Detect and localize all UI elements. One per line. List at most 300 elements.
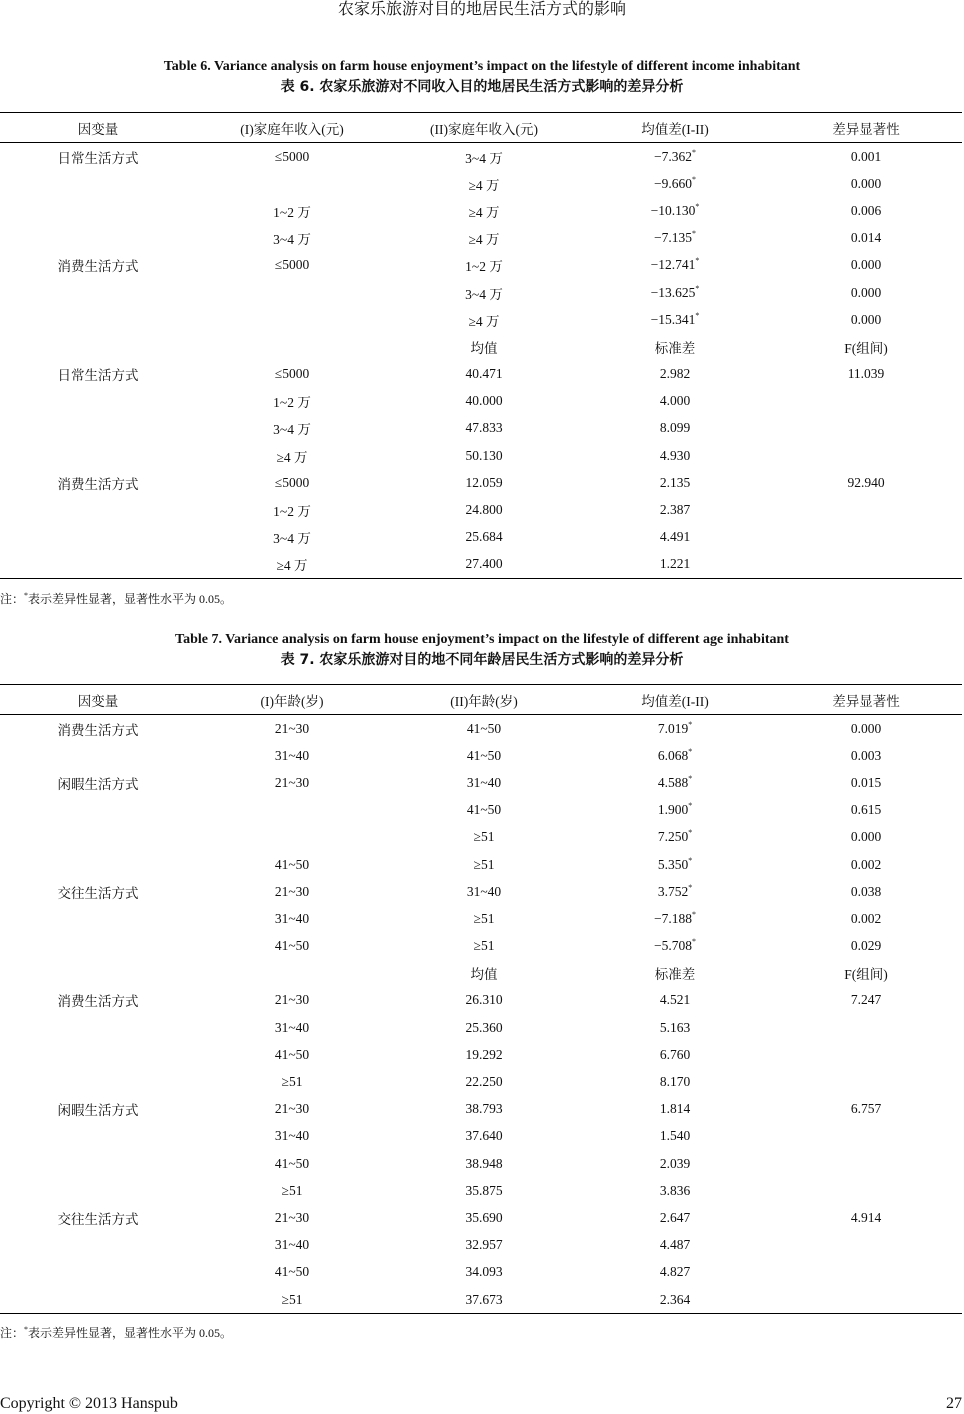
table-cell: [196, 1041, 388, 1068]
table-cell: [196, 170, 388, 197]
cell-value: F(组间): [844, 967, 888, 983]
cell-value: −7.362: [654, 148, 692, 164]
table-row: [0, 1096, 962, 1123]
table-row: [0, 1068, 962, 1095]
table-cell: [388, 797, 580, 824]
table-cell: [388, 442, 580, 469]
table-cell: [196, 442, 388, 469]
table-cell: [770, 1177, 962, 1204]
cell-value: ≥51: [473, 856, 495, 872]
table-cell: [388, 551, 580, 579]
table6-caption-zh: 表 6. 农家乐旅游对不同收入目的地居民生活方式影响的差异分析: [280, 79, 684, 95]
cell-value: 0.029: [850, 938, 882, 954]
cell-value: 41~50: [274, 1155, 310, 1171]
cell-value: 0.000: [850, 284, 882, 300]
table-cell: [580, 415, 770, 442]
table-cell: [580, 1286, 770, 1314]
cell-value: 25.684: [465, 529, 503, 545]
table-row: [0, 361, 962, 388]
cell-value: 0.038: [850, 883, 882, 899]
table-cell: [770, 1014, 962, 1041]
table-cell: [770, 225, 962, 252]
table-cell: [580, 1259, 770, 1286]
table-cell: [0, 715, 196, 743]
table-cell: [770, 143, 962, 171]
table-cell: [388, 851, 580, 878]
cell-value: 0.615: [850, 802, 882, 818]
cell-value: 40.000: [465, 393, 503, 409]
cell-value: 0.006: [850, 202, 882, 218]
table-row: [0, 252, 962, 279]
table-cell: [0, 361, 196, 388]
cell-value: 21~30: [274, 1209, 310, 1225]
footer-copyright: Copyright © 2013 Hanspub: [0, 1395, 178, 1412]
table-cell: [580, 279, 770, 306]
table-cell: [770, 1204, 962, 1231]
cell-value: 31~40: [466, 774, 502, 790]
cell-value: ≥4 万: [276, 558, 308, 574]
significance-star: *: [695, 283, 700, 293]
table-cell: [0, 388, 196, 415]
table-cell: [388, 933, 580, 960]
table-row: [0, 769, 962, 796]
table-cell: [0, 551, 196, 579]
table-cell: [196, 225, 388, 252]
cell-value: 21~30: [274, 774, 310, 790]
significance-star: *: [695, 256, 700, 266]
table-cell: [770, 252, 962, 279]
column-header: (II)年龄(岁): [450, 693, 518, 709]
table-cell: [196, 279, 388, 306]
table-cell: [770, 987, 962, 1014]
cell-value: 1~2 万: [273, 204, 311, 220]
column-header: 均值差(I-II): [641, 693, 709, 709]
table-cell: [0, 960, 196, 987]
table-row: [0, 388, 962, 415]
cell-value: ≥51: [281, 1182, 303, 1198]
cell-value: ≥4 万: [468, 232, 500, 248]
cell-value: 0.000: [850, 720, 882, 736]
cell-value: 0.000: [850, 829, 882, 845]
table-cell: [196, 1232, 388, 1259]
table-cell: [0, 279, 196, 306]
significance-star: *: [688, 773, 693, 783]
table-cell: [388, 469, 580, 496]
table-cell: [0, 905, 196, 932]
cell-value: 日常生活方式: [57, 150, 139, 166]
cell-value: 0.000: [850, 311, 882, 327]
note-prefix: 注：: [0, 1326, 25, 1340]
table-cell: [388, 742, 580, 769]
table-cell: [196, 252, 388, 279]
footer-page-number: 27: [946, 1395, 962, 1412]
table-cell: [388, 333, 580, 360]
table-cell: [770, 388, 962, 415]
table-cell: [0, 1286, 196, 1314]
cell-value: −9.660: [654, 175, 692, 191]
cell-value: 3~4 万: [273, 232, 311, 248]
table-row: [0, 933, 962, 960]
table-cell: [388, 143, 580, 171]
table-cell: [770, 442, 962, 469]
cell-value: 4.588: [657, 774, 689, 790]
cell-value: 交往生活方式: [57, 1211, 139, 1227]
table-cell: [388, 769, 580, 796]
table-cell: [388, 905, 580, 932]
table-cell: [770, 551, 962, 579]
table-cell: [196, 933, 388, 960]
cell-value: 4.487: [659, 1237, 691, 1253]
table-cell: [0, 933, 196, 960]
cell-value: ≤5000: [274, 474, 310, 490]
cell-value: 25.360: [465, 1019, 503, 1035]
table-cell: [388, 715, 580, 743]
cell-value: 标准差: [654, 340, 696, 356]
cell-value: 38.793: [465, 1101, 503, 1117]
table-cell: [196, 306, 388, 333]
table-cell: [388, 225, 580, 252]
table-cell: [0, 824, 196, 851]
table-row: [0, 905, 962, 932]
table-cell: [196, 361, 388, 388]
table-cell: [0, 1041, 196, 1068]
table-cell: [580, 170, 770, 197]
table-row: [0, 442, 962, 469]
table-cell: [196, 905, 388, 932]
table-cell: [196, 469, 388, 496]
table-row: [0, 987, 962, 1014]
cell-value: 闲暇生活方式: [57, 776, 139, 792]
table-cell: [388, 524, 580, 551]
table-cell: [0, 878, 196, 905]
significance-star: *: [688, 855, 693, 865]
column-header: (I)家庭年收入(元): [240, 121, 344, 137]
table-cell: [388, 1096, 580, 1123]
column-header: (I)年龄(岁): [260, 693, 324, 709]
table-cell: [0, 1014, 196, 1041]
cell-value: 41~50: [466, 720, 502, 736]
table-cell: [196, 388, 388, 415]
cell-value: −7.135: [654, 230, 692, 246]
cell-value: 1.221: [659, 556, 691, 572]
table-row: [0, 960, 962, 987]
table-cell: [580, 1123, 770, 1150]
table-cell: [196, 1177, 388, 1204]
table-cell: [770, 1259, 962, 1286]
table7: [0, 684, 962, 1314]
cell-value: 7.247: [850, 992, 882, 1008]
cell-value: 4.521: [659, 992, 691, 1008]
table-cell: [196, 1204, 388, 1231]
cell-value: ≥4 万: [468, 204, 500, 220]
table-row: [0, 225, 962, 252]
table7-caption-zh: 表 7. 农家乐旅游对目的地不同年龄居民生活方式影响的差异分析: [280, 652, 684, 668]
cell-value: ≤5000: [274, 366, 310, 382]
cell-value: 1~2 万: [465, 259, 503, 275]
table-row: [0, 551, 962, 579]
cell-value: ≥4 万: [276, 449, 308, 465]
table-row: [0, 1204, 962, 1231]
cell-value: 2.364: [659, 1291, 691, 1307]
cell-value: 12.059: [465, 474, 503, 490]
table-cell: [770, 1068, 962, 1095]
table-row: [0, 851, 962, 878]
table-cell: [0, 1150, 196, 1177]
table-cell: [580, 851, 770, 878]
table-cell: [770, 824, 962, 851]
table-row: [0, 1041, 962, 1068]
cell-value: 22.250: [465, 1074, 503, 1090]
table-row: [0, 742, 962, 769]
cell-value: ≤5000: [274, 257, 310, 273]
cell-value: 41~50: [274, 938, 310, 954]
table-cell: [580, 933, 770, 960]
table-cell: [580, 824, 770, 851]
table-cell: [0, 1123, 196, 1150]
significance-star: *: [695, 310, 700, 320]
cell-value: −13.625: [650, 284, 696, 300]
cell-value: 消费生活方式: [57, 476, 139, 492]
cell-value: 0.000: [850, 175, 882, 191]
cell-value: 8.099: [659, 420, 691, 436]
table-cell: [0, 252, 196, 279]
cell-value: ≥51: [281, 1291, 303, 1307]
table-cell: [580, 878, 770, 905]
cell-value: 24.800: [465, 502, 503, 518]
cell-value: 3~4 万: [273, 422, 311, 438]
note-text: 表示差异性显著，显著性水平为 0.05。: [28, 1326, 233, 1340]
table-cell: [580, 960, 770, 987]
table-cell: [580, 496, 770, 523]
cell-value: 47.833: [465, 420, 503, 436]
table-cell: [196, 197, 388, 224]
table-cell: [196, 1150, 388, 1177]
table-cell: [388, 960, 580, 987]
cell-value: 26.310: [465, 992, 503, 1008]
table-cell: [388, 415, 580, 442]
cell-value: 35.690: [465, 1209, 503, 1225]
table-row: [0, 524, 962, 551]
table-cell: [388, 197, 580, 224]
table-cell: [580, 1068, 770, 1095]
table-cell: [0, 333, 196, 360]
table-cell: [196, 1286, 388, 1314]
table-cell: [388, 1177, 580, 1204]
cell-value: 41~50: [274, 1046, 310, 1062]
table-cell: [770, 1150, 962, 1177]
table-cell: [0, 1177, 196, 1204]
cell-value: 31~40: [274, 1019, 310, 1035]
cell-value: 5.350: [657, 856, 689, 872]
cell-value: 34.093: [465, 1264, 503, 1280]
cell-value: 0.002: [850, 910, 882, 926]
table-cell: [580, 987, 770, 1014]
cell-value: 7.250: [657, 829, 689, 845]
table-cell: [196, 878, 388, 905]
column-header: 因变量: [77, 121, 119, 137]
table-cell: [388, 1259, 580, 1286]
table-cell: [580, 524, 770, 551]
table-cell: [770, 306, 962, 333]
cell-value: 标准差: [654, 967, 696, 983]
cell-value: 37.673: [465, 1291, 503, 1307]
table-cell: [388, 170, 580, 197]
cell-value: 日常生活方式: [57, 368, 139, 384]
cell-value: 0.000: [850, 257, 882, 273]
table-row: [0, 1014, 962, 1041]
table-cell: [580, 1014, 770, 1041]
cell-value: ≥51: [473, 910, 495, 926]
table7-header-row: [0, 685, 962, 715]
table-cell: [0, 469, 196, 496]
cell-value: 40.471: [465, 366, 503, 382]
table-cell: [196, 824, 388, 851]
cell-value: 41~50: [274, 856, 310, 872]
table-cell: [770, 279, 962, 306]
table-cell: [580, 225, 770, 252]
table-cell: [580, 388, 770, 415]
cell-value: 3.752: [657, 883, 689, 899]
table-cell: [770, 715, 962, 743]
significance-star: *: [688, 719, 693, 729]
table-cell: [388, 1068, 580, 1095]
cell-value: 3.836: [659, 1182, 691, 1198]
cell-value: 均值: [470, 967, 498, 983]
table-cell: [196, 551, 388, 579]
cell-value: ≤5000: [274, 148, 310, 164]
cell-value: 92.940: [847, 474, 885, 490]
cell-value: 1~2 万: [273, 395, 311, 411]
table-cell: [388, 252, 580, 279]
table-row: [0, 333, 962, 360]
table-row: [0, 715, 962, 743]
table-cell: [0, 1232, 196, 1259]
cell-value: 5.163: [659, 1019, 691, 1035]
cell-value: 31~40: [274, 747, 310, 763]
table-cell: [770, 1123, 962, 1150]
note-star: *: [24, 591, 29, 600]
table-cell: [0, 851, 196, 878]
table-cell: [388, 878, 580, 905]
table6-caption-en: Table 6. Variance analysis on farm house enjoyment’s impact on the lifestyle of different income inhabitant: [163, 59, 801, 74]
table-cell: [0, 143, 196, 171]
table-cell: [388, 279, 580, 306]
table-cell: [580, 333, 770, 360]
cell-value: −15.341: [650, 311, 696, 327]
column-header: 差异显著性: [832, 693, 900, 709]
cell-value: 0.014: [850, 230, 882, 246]
table-row: [0, 469, 962, 496]
table7-caption-en: Table 7. Variance analysis on farm house enjoyment’s impact on the lifestyle of different age inhabitant: [175, 632, 789, 647]
table-row: [0, 143, 962, 171]
table-cell: [0, 1096, 196, 1123]
table-cell: [770, 496, 962, 523]
cell-value: 4.000: [659, 393, 691, 409]
cell-value: 41~50: [274, 1264, 310, 1280]
table-cell: [580, 551, 770, 579]
cell-value: 0.002: [850, 856, 882, 872]
cell-value: 37.640: [465, 1128, 503, 1144]
table-cell: [388, 824, 580, 851]
cell-value: ≥51: [473, 938, 495, 954]
table-cell: [580, 1041, 770, 1068]
cell-value: 4.827: [659, 1264, 691, 1280]
cell-value: 6.757: [850, 1101, 882, 1117]
table-cell: [196, 769, 388, 796]
note-prefix: 注：: [0, 592, 25, 606]
table-cell: [196, 496, 388, 523]
table7-body: [0, 715, 962, 1314]
table-cell: [770, 415, 962, 442]
table-row: [0, 1150, 962, 1177]
table-cell: [580, 797, 770, 824]
table-cell: [0, 797, 196, 824]
table-cell: [770, 742, 962, 769]
cell-value: 31~40: [274, 1128, 310, 1144]
table-cell: [580, 905, 770, 932]
cell-value: 消费生活方式: [57, 722, 139, 738]
cell-value: −5.708: [654, 938, 692, 954]
table-cell: [0, 170, 196, 197]
table-cell: [0, 742, 196, 769]
table-cell: [388, 388, 580, 415]
cell-value: 4.930: [659, 447, 691, 463]
table-row: [0, 878, 962, 905]
cell-value: 6.068: [657, 747, 689, 763]
significance-star: *: [692, 909, 696, 919]
table-cell: [770, 1096, 962, 1123]
table-cell: [196, 524, 388, 551]
table-cell: [196, 1068, 388, 1095]
table-cell: [0, 1204, 196, 1231]
table-cell: [770, 333, 962, 360]
significance-star: *: [695, 201, 700, 211]
cell-value: ≥4 万: [468, 177, 500, 193]
cell-value: 2.039: [659, 1155, 691, 1171]
table-cell: [388, 306, 580, 333]
table-cell: [388, 496, 580, 523]
table-cell: [0, 496, 196, 523]
cell-value: 31~40: [274, 910, 310, 926]
table-cell: [388, 1014, 580, 1041]
table-cell: [388, 1204, 580, 1231]
cell-value: 6.760: [659, 1046, 691, 1062]
cell-value: ≥51: [473, 829, 495, 845]
table-cell: [196, 415, 388, 442]
note-text: 表示差异性显著，显著性水平为 0.05。: [28, 592, 233, 606]
table-cell: [770, 769, 962, 796]
table-cell: [770, 361, 962, 388]
table-cell: [0, 306, 196, 333]
table-cell: [196, 742, 388, 769]
table-cell: [196, 1096, 388, 1123]
table6: [0, 112, 962, 579]
table-row: [0, 170, 962, 197]
table-cell: [580, 742, 770, 769]
table-row: [0, 1177, 962, 1204]
significance-star: *: [688, 801, 693, 811]
significance-star: *: [692, 174, 696, 184]
cell-value: 3~4 万: [273, 531, 311, 547]
cell-value: 0.003: [850, 747, 882, 763]
table-cell: [196, 987, 388, 1014]
table-row: [0, 824, 962, 851]
significance-star: *: [688, 746, 693, 756]
cell-value: 38.948: [465, 1155, 503, 1171]
significance-star: *: [688, 882, 693, 892]
table-cell: [770, 197, 962, 224]
table-cell: [0, 197, 196, 224]
